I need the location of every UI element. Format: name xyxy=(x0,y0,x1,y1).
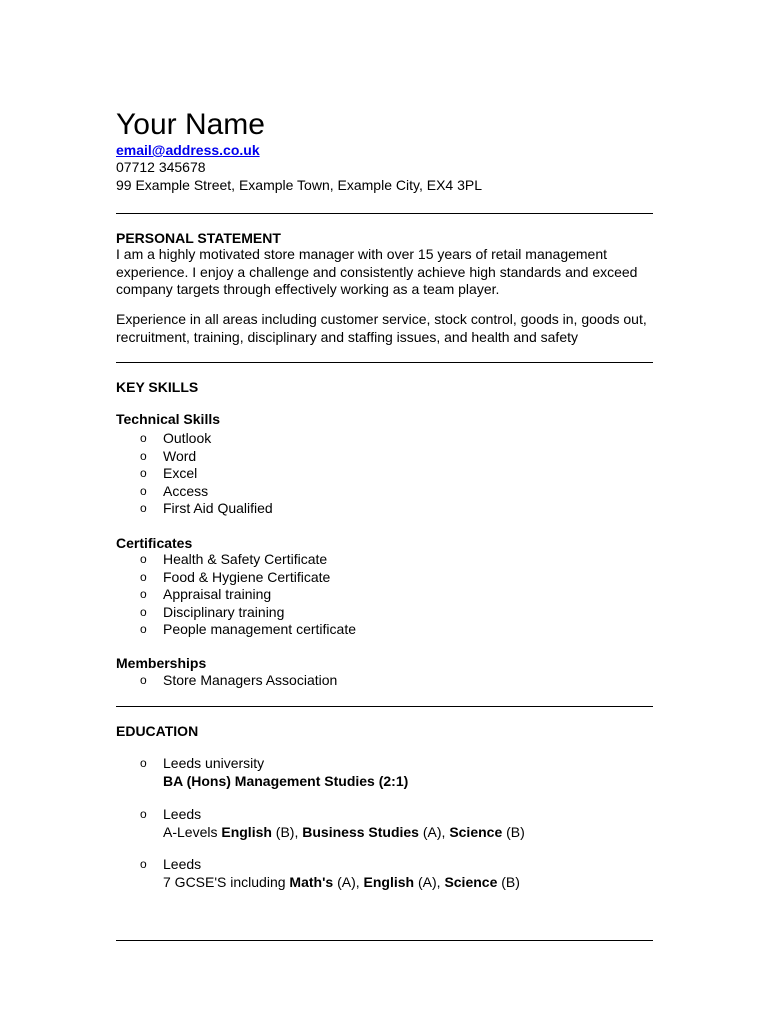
education-qualification: A-Levels English (B), Business Studies (A), Science (B) xyxy=(163,823,525,840)
divider xyxy=(116,213,653,214)
list-item: o First Aid Qualified xyxy=(140,500,273,516)
education-entry xyxy=(116,755,653,790)
bullet-icon: o xyxy=(140,431,147,445)
personal-statement-paragraph: I am a highly motivated store manager with over 15 years of retail management experience. I enjoy a challenge and consistently achieve high standards and exceed company targets through effectively working as a team player. xyxy=(116,246,638,297)
grade: (B), xyxy=(271,823,303,840)
subject: Business Studies xyxy=(302,823,419,840)
subject: Science xyxy=(449,823,503,840)
education-qualification: 7 GCSE'S including Math's (A), English (A), Science (B) xyxy=(163,873,520,890)
divider xyxy=(116,940,653,941)
subject: English xyxy=(221,823,272,840)
bullet-icon: o xyxy=(140,587,147,601)
bullet-icon: o xyxy=(140,807,147,821)
grade: (A), xyxy=(418,823,450,840)
experience-paragraph: Experience in all areas including customer service, stock control, goods in, goods out, recruitment, training, disciplinary and staffing issues, and health and safety xyxy=(116,311,647,345)
certificates-list xyxy=(116,551,653,639)
education-entry xyxy=(116,806,653,841)
list-item: o Disciplinary training xyxy=(140,603,285,620)
bullet-icon: o xyxy=(140,448,147,463)
certificates-heading: Certificates xyxy=(116,535,193,551)
grade: (A), xyxy=(414,873,445,890)
list-item: o Word xyxy=(140,447,197,464)
grade: (A), xyxy=(333,873,364,890)
subject: Math's xyxy=(289,873,334,890)
key-skills-heading: KEY SKILLS xyxy=(116,379,199,395)
list-item: o Store Managers Association xyxy=(140,672,338,688)
list-item: o Food & Hygiene Certificate xyxy=(140,568,331,585)
personal-statement-heading: PERSONAL STATEMENT xyxy=(116,230,281,246)
list-item: o Excel xyxy=(140,465,198,481)
grade: (B) xyxy=(497,873,520,890)
grade: (B) xyxy=(502,823,525,840)
education-heading: EDUCATION xyxy=(116,723,199,739)
bullet-icon: o xyxy=(140,857,147,871)
divider xyxy=(116,362,653,363)
bullet-icon: o xyxy=(140,501,147,515)
email-link[interactable]: email@address.co.uk xyxy=(116,142,260,158)
education-institution: Leeds university xyxy=(163,755,265,771)
list-item: o Health & Safety Certificate xyxy=(140,551,328,567)
bullet-icon: o xyxy=(140,622,147,636)
list-item: o Outlook xyxy=(140,430,212,446)
education-qualification: BA (Hons) Management Studies (2:1) xyxy=(163,772,409,789)
list-item: o People management certificate xyxy=(140,621,356,637)
subject: English xyxy=(363,873,415,890)
education-institution: Leeds xyxy=(163,856,202,872)
bullet-icon: o xyxy=(140,673,147,687)
bullet-icon: o xyxy=(140,569,147,584)
bullet-icon: o xyxy=(140,756,147,770)
memberships-list xyxy=(116,672,653,690)
subject: Science xyxy=(444,873,498,890)
memberships-heading: Memberships xyxy=(116,655,207,671)
list-item: o Access xyxy=(140,482,209,499)
divider xyxy=(116,706,653,707)
bullet-icon: o xyxy=(140,552,147,566)
list-item: o Appraisal training xyxy=(140,586,272,602)
postal-address: 99 Example Street, Example Town, Example City, EX4 3PL xyxy=(116,177,482,193)
technical-skills-heading: Technical Skills xyxy=(116,411,221,427)
technical-skills-list xyxy=(116,430,653,518)
bullet-icon: o xyxy=(140,483,147,498)
education-institution: Leeds xyxy=(163,806,202,822)
education-entry xyxy=(116,856,653,891)
candidate-name: Your Name xyxy=(116,108,265,141)
bullet-icon: o xyxy=(140,466,147,480)
phone-number: 07712 345678 xyxy=(116,159,206,175)
bullet-icon: o xyxy=(140,604,147,619)
